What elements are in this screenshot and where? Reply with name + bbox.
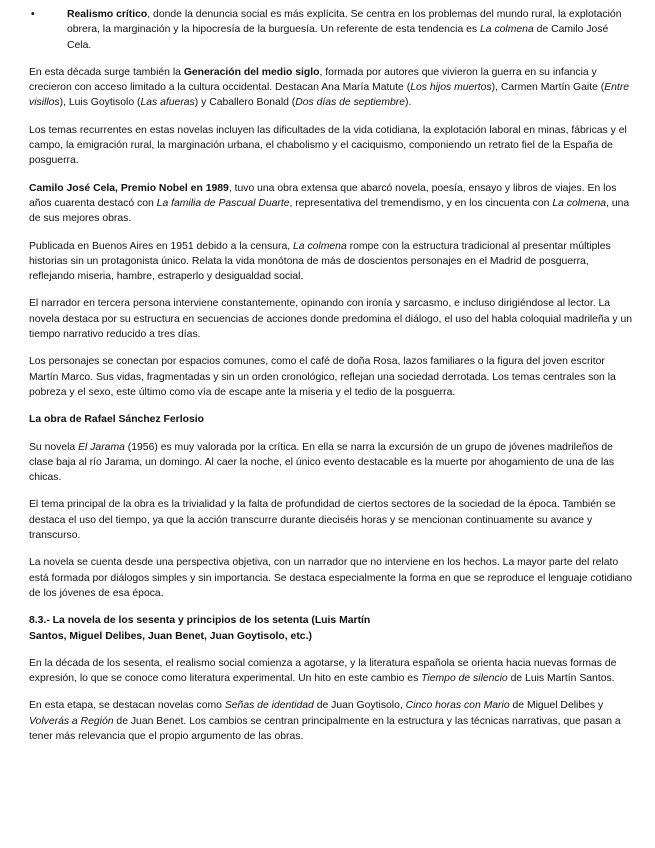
text: (1956) es muy valorada por la crítica. En ella se narra la excursión de un grupo de jóvenes madrileños de clase baja al río Jarama, un domingo. Al caer la noche, el único evento destacable es la muerte por ahogamiento de una de las chicas.	[29, 441, 615, 484]
text: de Juan Goytisolo,	[313, 700, 406, 712]
heading-ferlosio: La obra de Rafael Sánchez Ferlosio	[29, 414, 204, 426]
book-title: La colmena	[293, 240, 347, 252]
book-title: Volverás a Región	[29, 715, 114, 727]
text: ), Carmen Martín Gaite (	[491, 82, 605, 94]
text: El narrador en tercera persona interviene constantemente, opinando con ironía y sarcasmo, e incluso dirigiéndose al lector. La novela destaca por su estructura en secuencias de acciones donde predomina el diálogo, el uso del habla coloquial madrileña y un tiempo narrativo reducido a tres días.	[29, 298, 633, 341]
book-title: La familia de Pascual Duarte	[156, 197, 290, 209]
text: En la década de los sesenta, el realismo social comienza a agotarse, y la literatura española se orienta hacia nuevas formas de expresión, lo que se conoce como literatura experimental. Un hito en este cambio es	[29, 657, 617, 685]
text: Su novela	[29, 441, 79, 453]
heading-section-8-3	[29, 613, 635, 644]
book-title: Tiempo de silencio	[421, 673, 508, 685]
bold-term: Generación del medio siglo	[183, 66, 320, 78]
text: En esta década surge también la	[29, 66, 184, 78]
book-title: Las afueras	[140, 97, 195, 109]
paragraph-temas	[29, 123, 635, 169]
text: ), Luis Goytisolo (	[59, 97, 141, 109]
paragraph-sesenta	[29, 656, 635, 687]
paragraph-medio-siglo	[29, 65, 635, 111]
text: ).	[405, 97, 412, 109]
book-title: Dos días de septiembre	[295, 97, 406, 109]
text: ) y Caballero Bonald (	[194, 97, 296, 109]
book-title: Cinco horas con Mario	[405, 700, 510, 712]
bullet-realismo-critico	[29, 7, 635, 53]
heading-line: 8.3.- La novela de los sesenta y principios de los setenta (Luis Martín	[29, 615, 371, 627]
text: , representativa del tremendismo, y en los cincuenta con	[289, 197, 553, 209]
paragraph-tema-principal	[29, 497, 635, 543]
text: , una de sus mejores obras.	[29, 197, 630, 225]
text: de Miguel Delibes y	[509, 700, 604, 712]
text: de Juan Benet. Los cambios se centran principalmente en la estructura y las técnicas narrativas, que pasan a tener más relevancia que el propio argumento de las obras.	[29, 715, 621, 742]
paragraph-jarama	[29, 440, 635, 486]
bullet-text-end: de Camilo José Cela.	[67, 24, 609, 51]
bold-term: Camilo José Cela, Premio Nobel en 1989	[29, 182, 229, 194]
heading-line: Santos, Miguel Delibes, Juan Benet, Juan Goytisolo, etc.)	[29, 630, 312, 642]
text: Publicada en Buenos Aires en 1951 debido a la censura,	[29, 240, 293, 252]
text: La novela se cuenta desde una perspectiva objetiva, con un narrador que no interviene en los hechos. La mayor parte del relato está formada por diálogos simples y sin importancia. Se destaca especialmente la forma en que se reproduce el lenguaje cotidiano de los jóvenes de esa época.	[29, 557, 633, 599]
bullet-marker: •	[31, 9, 35, 20]
paragraph-perspectiva	[29, 555, 635, 601]
bullet-term: Realismo crítico	[67, 9, 148, 20]
book-title: Entre visillos	[29, 82, 630, 109]
book-title: La colmena	[552, 197, 607, 209]
text: , tuvo una obra extensa que abarcó novela, poesía, ensayo y libros de viajes. En los años cuarenta destacó con	[29, 182, 617, 209]
text: El tema principal de la obra es la trivialidad y la falta de profundidad de ciertos sectores de la sociedad de la época. También se destaca el uso del tiempo, ya que la acción transcurre durante dieciséis horas y se mencionan continuamente su avance y transcurso.	[29, 499, 616, 542]
bullet-text: , donde la denuncia social es más explícita. Se centra en los problemas del mundo rural, la explotación obrera, la marginación y la hipocresía de la burguesía. Un referente de esta tendencia es	[67, 9, 622, 36]
book-title: El Jarama	[78, 441, 125, 453]
paragraph-colmena	[29, 239, 635, 285]
book-title: Los hijos muertos	[410, 82, 492, 94]
book-title: Señas de identidad	[224, 700, 314, 712]
text: de Luis Martín Santos.	[507, 673, 615, 685]
bullet-italic-title: La colmena	[480, 24, 534, 36]
paragraph-personajes	[29, 354, 635, 400]
text: En esta etapa, se destacan novelas como	[29, 700, 225, 712]
text: Los personajes se conectan por espacios comunes, como el café de doña Rosa, lazos familiares o la figura del joven escritor Martín Marco. Sus vidas, fragmentadas y sin un orden cronológico, reflejan una sociedad derrotada. Los temas centrales son la pobreza y el sexo, este último como vía de escape ante la miseria y el tedio de la posguerra.	[29, 356, 616, 398]
text: , formada por autores que vivieron la guerra en su infancia y crecieron con acceso limitado a la cultura occidental. Destacan Ana María Matute (	[29, 66, 597, 94]
text: Los temas recurrentes en estas novelas incluyen las dificultades de la vida cotidiana, la explotación laboral en minas, fábricas y el campo, la emigración rural, la marginación urbana, el chabolismo y el caciquismo, componiendo un retrato fiel de la España de posguerra.	[29, 124, 627, 167]
paragraph-cela	[29, 181, 635, 227]
text: rompe con la estructura tradicional al presentar múltiples historias sin un protagonista único. Relata la vida monótona de más de doscientos personajes en el Madrid de posguerra, reflejando miseria, hambre, estraperlo y desigualdad social.	[29, 240, 611, 283]
paragraph-narrador	[29, 296, 635, 342]
paragraph-etapa	[29, 698, 635, 744]
